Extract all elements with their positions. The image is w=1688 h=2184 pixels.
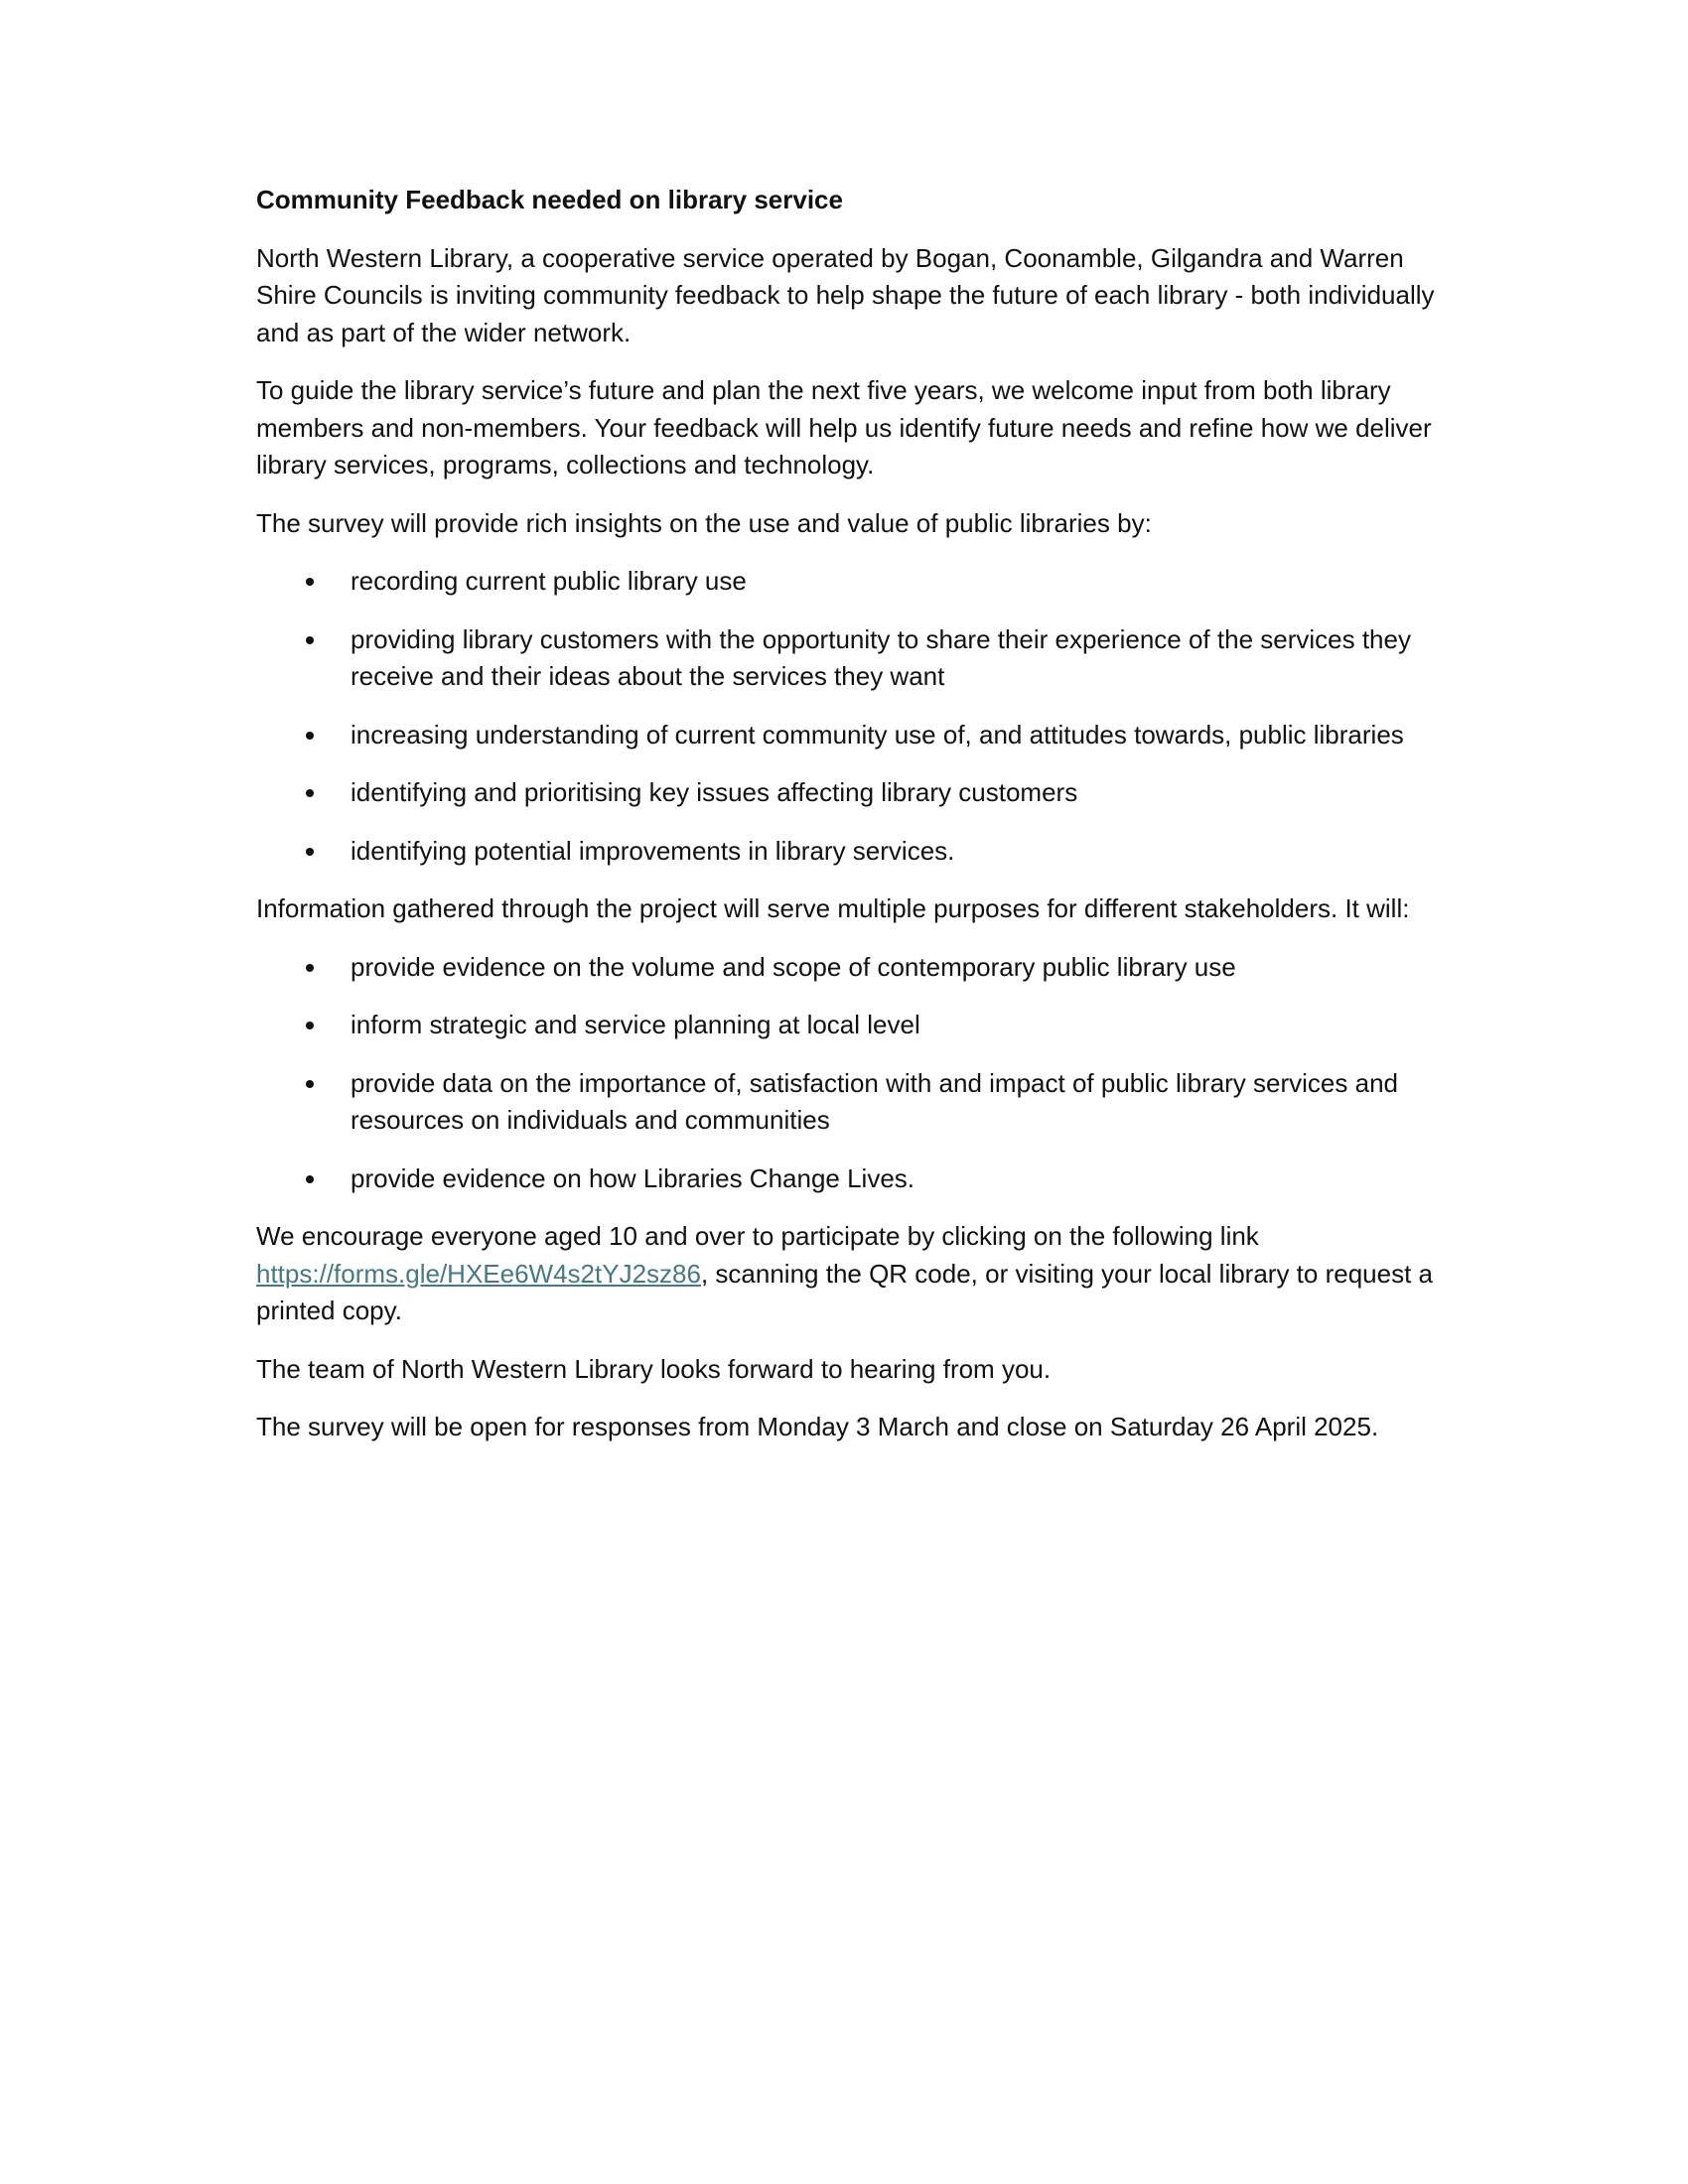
list-item <box>256 949 1438 987</box>
purposes-lead: Information gathered through the project will serve multiple purposes for different stakeholders. It will: <box>256 893 1410 923</box>
purposes-list <box>256 949 1438 1198</box>
list-item-text: recording current public library use <box>351 566 747 596</box>
bullet-icon <box>306 789 314 797</box>
bullet-icon <box>306 578 314 586</box>
list-item <box>256 1065 1438 1140</box>
bullet-icon <box>306 964 314 972</box>
list-item <box>256 621 1438 696</box>
survey-link[interactable]: https://forms.gle/HXEe6W4s2tYJ2sz86 <box>256 1258 701 1289</box>
encourage-text-after: , scanning the QR code, or visiting your local library to request a printed copy. <box>256 1258 1433 1325</box>
list-item <box>256 1160 1438 1198</box>
bullet-icon <box>306 1175 314 1183</box>
bullet-icon <box>306 848 314 856</box>
encourage-paragraph <box>256 1218 1438 1330</box>
list-item <box>256 774 1438 812</box>
list-item-text: providing library customers with the opportunity to share their experience of the services they receive and their ideas about the services they want <box>351 623 1411 691</box>
list-item-text: identifying and prioritising key issues affecting library customers <box>351 777 1078 807</box>
list-item-text: provide evidence on the volume and scope of contemporary public library use <box>351 951 1236 982</box>
list-item <box>256 833 1438 871</box>
insights-list <box>256 563 1438 870</box>
insights-lead: The survey will provide rich insights on the use and value of public libraries by: <box>256 507 1152 538</box>
bullet-icon <box>306 636 314 644</box>
list-item-text: provide evidence on how Libraries Change Lives. <box>351 1162 915 1193</box>
list-item-text: increasing understanding of current community use of, and attitudes towards, public libraries <box>351 719 1404 750</box>
list-item-text: identifying potential improvements in library services. <box>351 835 955 866</box>
team-paragraph: The team of North Western Library looks forward to hearing from you. <box>256 1353 1052 1384</box>
list-item-text: inform strategic and service planning at local level <box>351 1010 920 1039</box>
bullet-icon <box>306 732 314 740</box>
bullet-icon <box>306 1080 314 1088</box>
encourage-text-before: We encourage everyone aged 10 and over to participate by clicking on the following link <box>256 1221 1259 1251</box>
list-item <box>256 563 1438 601</box>
intro-paragraph: North Western Library, a cooperative service operated by Bogan, Coonamble, Gilgandra and Warren Shire Councils is inviting community feedback to help shape the future of each library - both individually and as part of the wider network. <box>256 242 1435 347</box>
list-item <box>256 717 1438 754</box>
guide-paragraph: To guide the library service’s future and plan the next five years, we welcome input from both library members and non-members. Your feedback will help us identify future needs and refine how we deliver library services, programs, collections and technology. <box>256 375 1432 479</box>
list-item <box>256 1007 1438 1044</box>
bullet-icon <box>306 1022 314 1029</box>
list-item-text: provide data on the importance of, satisfaction with and impact of public library services and resources on individuals and communities <box>351 1067 1398 1135</box>
document-title: Community Feedback needed on library service <box>256 185 843 214</box>
dates-paragraph: The survey will be open for responses from Monday 3 March and close on Saturday 26 April 2025. <box>256 1412 1379 1441</box>
document-body <box>256 182 1438 1467</box>
